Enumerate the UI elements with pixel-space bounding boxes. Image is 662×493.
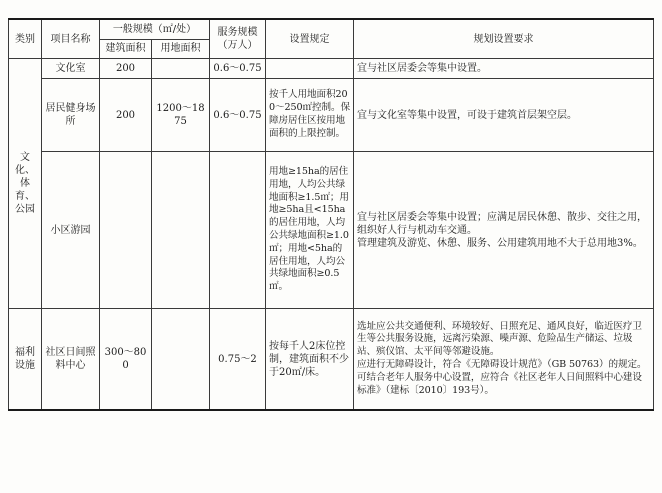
land-area-cell [152,59,210,79]
requirements-cell [354,152,654,309]
header-planning-requirements: 规划设置要求 [354,19,654,59]
requirement-text: 宜与社区居委会等集中设置；应满足居民休憩、散步、交往之用，组织好人行与机动车交通。 [357,211,647,236]
table-row [9,79,654,152]
land-area-cell [152,309,210,411]
requirement-text: 管理建筑及游览、休憩、服务、公用建筑用地不大于总用地3%。 [357,237,643,249]
header-setting-rules: 设置规定 [266,19,354,59]
header-row-1 [9,19,654,39]
requirements-cell [354,79,654,152]
header-land-area: 用地面积 [152,39,210,58]
service-scale-cell: 0.6～0.75 [210,59,266,79]
item-name-cell: 社区日间照料中心 [42,309,100,411]
table-row [9,309,654,411]
land-area-cell: 1200～1875 [152,79,210,152]
item-name-cell: 小区游园 [42,152,100,309]
service-scale-cell: 0.75～2 [210,309,266,411]
land-area-cell [152,152,210,309]
category-cell: 福利设施 [9,309,42,411]
item-name-cell: 居民健身场所 [42,79,100,152]
item-name-cell: 文化室 [42,59,100,79]
requirement-text: 应进行无障碍设计，符合《无障碍设计规范》（GB 50763）的规定。 [357,359,647,370]
service-scale-cell [210,152,266,309]
setting-rule-cell: 用地≥15ha的居住用地，人均公共绿地面积≥1.5㎡；用地≥5ha且<15ha的居住用地，人均公共绿地面积≥1.0㎡；用地<5ha的居住用地，人均公共绿地面积≥0.5㎡。 [266,152,354,309]
service-scale-cell: 0.6～0.75 [210,79,266,152]
category-cell: 文化、体育、公园 [9,59,42,309]
requirement-text: 宜与文化室等集中设置，可设于建筑首层架空层。 [357,109,577,121]
header-item-name: 项目名称 [42,19,100,59]
building-area-cell: 200 [100,79,152,152]
table-row [9,59,654,79]
requirements-cell [354,309,654,411]
requirements-cell [354,59,654,79]
header-general-scale: 一般规模（㎡/处） [100,19,210,39]
setting-rule-cell: 按千人用地面积200～250㎡控制。保障房居住区按用地面积的上限控制。 [266,79,354,152]
facility-standards-table [8,18,654,411]
requirement-text: 宜与社区居委会等集中设置。 [357,63,487,74]
requirement-text: 可结合老年人服务中心设置，应符合《社区老年人日间照料中心建设标准》（建标〔2010〕193号）。 [357,371,642,396]
requirement-text: 选址应公共交通便利、环境较好、日照充足、通风良好，临近医疗卫生等公共服务设施，远离污染源、噪声源、危险品生产储运、垃圾站、殡仪馆、太平间等邻避设施。 [357,320,642,358]
building-area-cell [100,152,152,309]
header-service-scale: 服务规模（万人） [210,19,266,59]
setting-rule-cell: 按每千人2床位控制，建筑面积不少于20㎡/床。 [266,309,354,411]
table-row [9,152,654,309]
header-building-area: 建筑面积 [100,39,152,58]
setting-rule-cell [266,59,354,79]
header-category: 类别 [9,19,42,59]
building-area-cell: 300～800 [100,309,152,411]
building-area-cell: 200 [100,59,152,79]
